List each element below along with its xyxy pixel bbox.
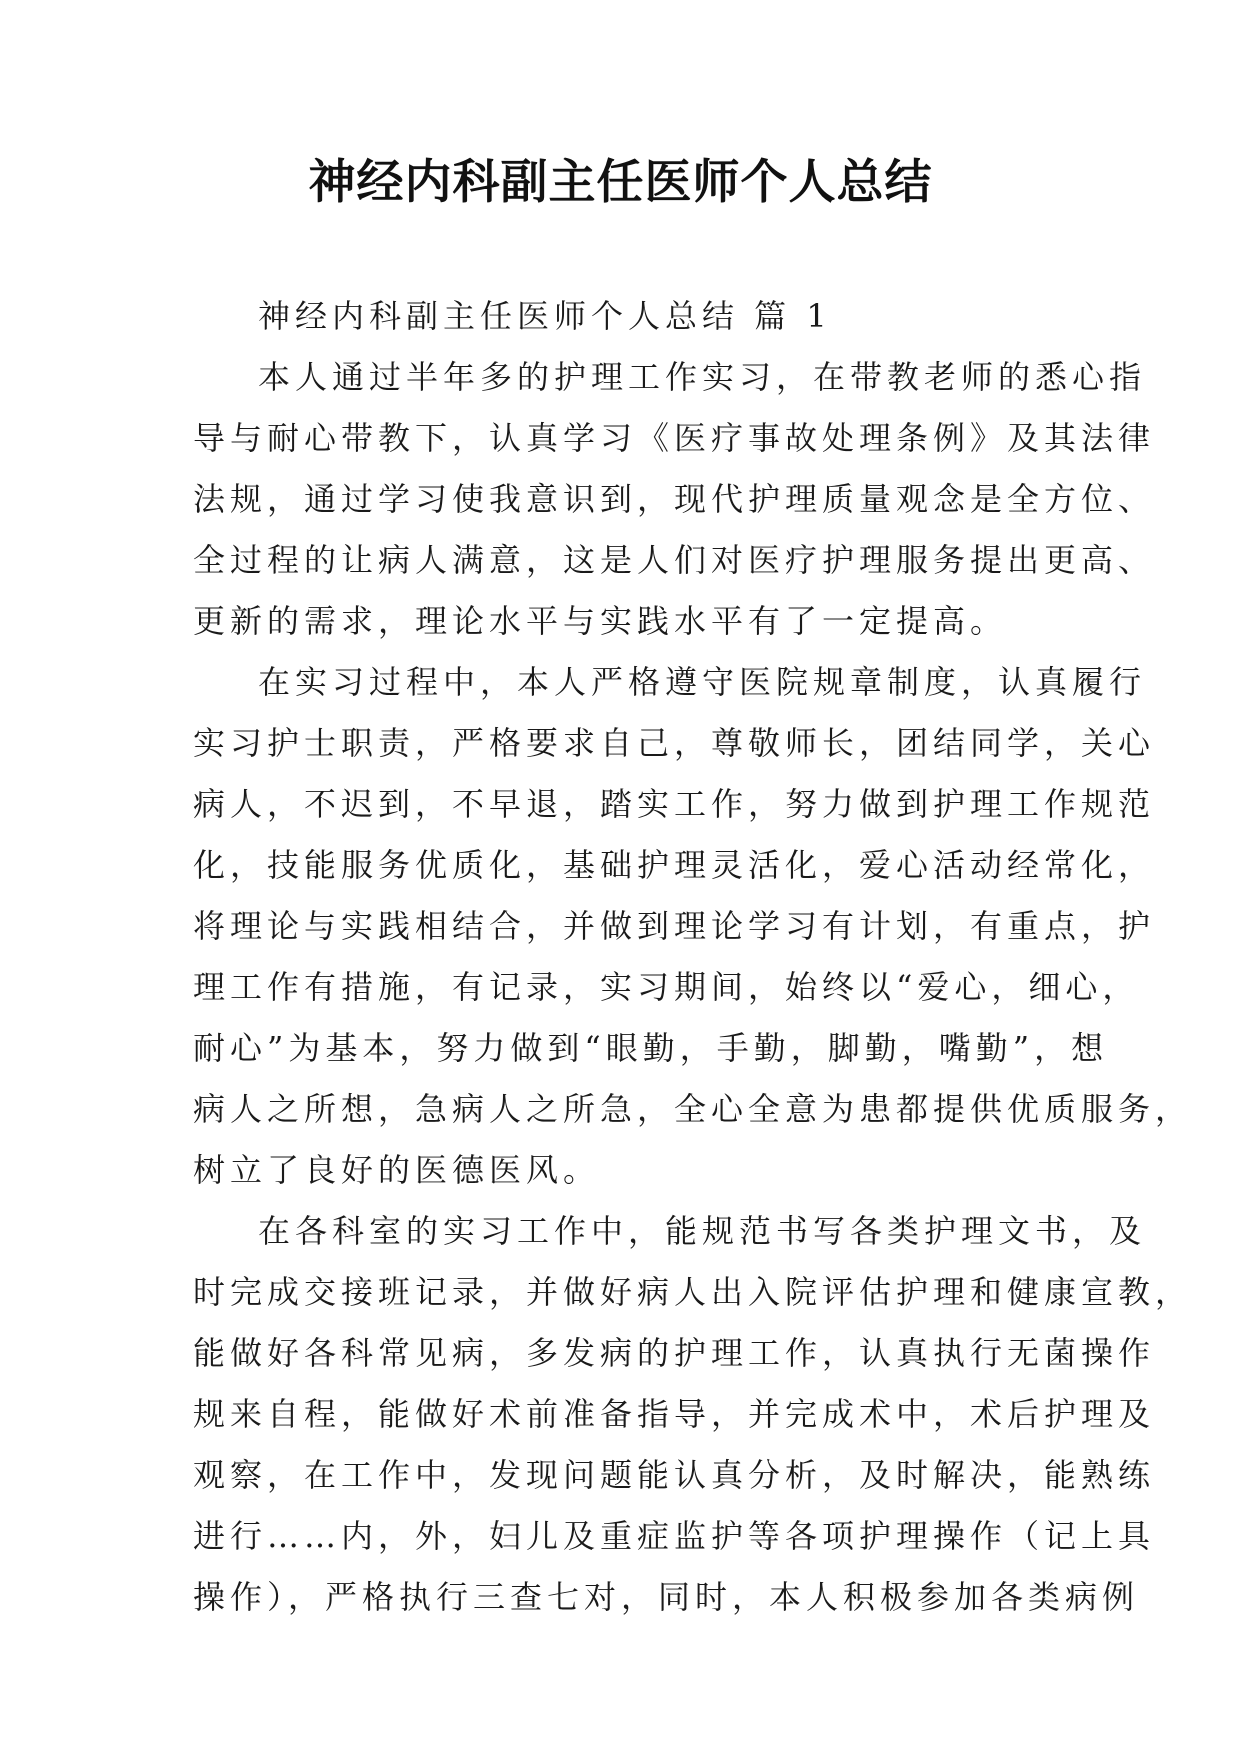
paragraph-line: 化，技能服务优质化，基础护理灵活化，爱心活动经常化， (193, 846, 1156, 884)
paragraph-line: 耐心”为基本，努力做到“眼勤，手勤，脚勤，嘴勤”，想 (193, 1029, 1109, 1067)
paragraph-line: 将理论与实践相结合，并做到理论学习有计划，有重点，护 (193, 907, 1156, 945)
paragraph-line: 在各科室的实习工作中，能规范书写各类护理文书，及 (258, 1212, 1147, 1250)
section-heading: 神经内科副主任医师个人总结 篇 1 (258, 297, 832, 335)
paragraph-line: 法规，通过学习使我意识到，现代护理质量观念是全方位、 (193, 480, 1156, 518)
paragraph-line: 时完成交接班记录，并做好病人出入院评估护理和健康宣教， (193, 1273, 1193, 1311)
page-title: 神经内科副主任医师个人总结 (308, 155, 933, 210)
paragraph-line: 在实习过程中，本人严格遵守医院规章制度，认真履行 (258, 663, 1147, 701)
paragraph-line: 理工作有措施，有记录，实习期间，始终以“爱心，细心， (193, 968, 1140, 1006)
document-body (193, 286, 1193, 1628)
paragraph-line: 导与耐心带教下，认真学习《医疗事故处理条例》及其法律 (193, 419, 1156, 457)
paragraph-line: 病人，不迟到，不早退，踏实工作，努力做到护理工作规范 (193, 785, 1156, 823)
paragraph-line: 实习护士职责，严格要求自己，尊敬师长，团结同学，关心 (193, 724, 1156, 762)
paragraph-line: 进行……内，外，妇儿及重症监护等各项护理操作（记上具 (193, 1517, 1156, 1555)
paragraph-line: 本人通过半年多的护理工作实习，在带教老师的悉心指 (258, 358, 1147, 396)
paragraph-line: 树立了良好的医德医风。 (193, 1151, 601, 1189)
paragraph-line: 病人之所想，急病人之所急，全心全意为患都提供优质服务， (193, 1090, 1193, 1128)
paragraph-line: 观察，在工作中，发现问题能认真分析，及时解决，能熟练 (193, 1456, 1156, 1494)
paragraph-line: 规来自程，能做好术前准备指导，并完成术中，术后护理及 (193, 1395, 1156, 1433)
paragraph-line: 能做好各科常见病，多发病的护理工作，认真执行无菌操作 (193, 1334, 1156, 1372)
paragraph-line: 操作），严格执行三查七对，同时，本人积极参加各类病例 (193, 1578, 1140, 1616)
paragraph-line: 全过程的让病人满意，这是人们对医疗护理服务提出更高、 (193, 541, 1156, 579)
paragraph-line: 更新的需求，理论水平与实践水平有了一定提高。 (193, 602, 1008, 640)
